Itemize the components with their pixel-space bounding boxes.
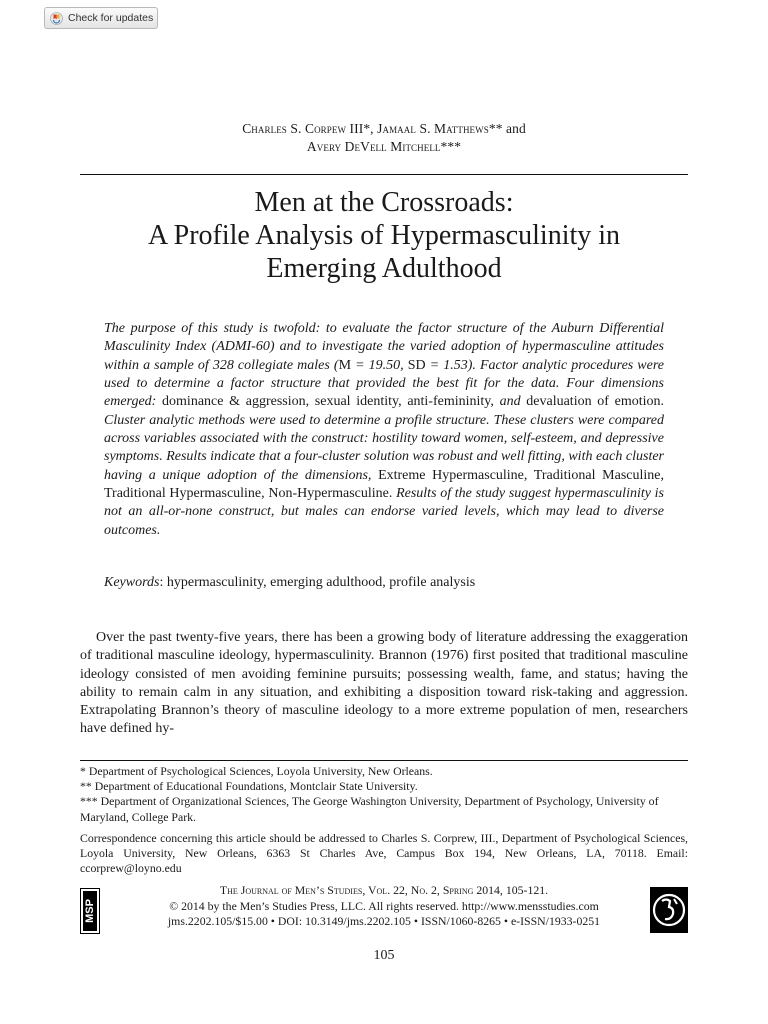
copyright-line: © 2014 by the Men’s Studies Press, LLC. All rights reserved. http://www.mensstudies.com [169, 898, 599, 913]
check-for-updates-button[interactable] [44, 7, 158, 29]
author-list [80, 120, 688, 156]
correspondence-note: Correspondence concerning this article should be addressed to Charles S. Corprew, III., Department of Psychological Sciences, Loyola University, New Orleans, 6363 St Charles Ave, Campus Box 194, New Orleans, LA, 70118. Email: ccorprew@loyno.edu [80, 830, 688, 876]
author-line-1: Charles S. Corpew III*, Jamaal S. Matthews** and [242, 121, 526, 136]
svg-text:MSP: MSP [83, 899, 96, 923]
footnote-2: ** Department of Educational Foundations, Montclair State University. [80, 779, 418, 794]
crossmark-icon [50, 12, 63, 25]
author-line-2: Avery DeVell Mitchell*** [306, 139, 462, 154]
title-rule [80, 174, 688, 175]
journal-citation: The Journal of Men’s Studies, Vol. 22, No. 2, Spring 2014, 105-121. [219, 883, 549, 897]
journal-logo [650, 887, 688, 933]
msp-logo [80, 888, 100, 934]
body-paragraph: Over the past twenty-five years, there has been a growing body of literature addressing the exaggeration of traditional masculine ideology, hypermasculinity. Brannon (1976) first posited that traditional masculine ideology consisted of men avoiding feminine pursuits; possessing wealth, fame, and status; having the ability to remain calm in any situation, and exhibiting a disposition toward risk-taking and aggression. Extrapolating Brannon’s theory of masculine ideology to a more extreme population of men, researchers have defined hy- [80, 630, 688, 737]
footnote-rule [80, 760, 688, 761]
check-for-updates-label: Check for updates [68, 12, 154, 24]
journal-info [130, 883, 638, 930]
keywords: Keywords: hypermasculinity, emerging adulthood, profile analysis [104, 575, 476, 590]
paper-title: Men at the Crossroads: A Profile Analysis of Hypermasculinity in Emerging Adulthood [147, 187, 621, 284]
footnote-1: * Department of Psychological Sciences, Loyola University, New Orleans. [80, 764, 433, 778]
doi-line: jms.2202.105/$15.00 • DOI: 10.3149/jms.2202.105 • ISSN/1060-8265 • e-ISSN/1933-0251 [167, 914, 601, 928]
abstract: The purpose of this study is twofold: to evaluate the factor structure of the Auburn Differential Masculinity Index (ADMI-60) and to investigate the varied adoption of hypermasculine attitudes within a sample of 328 collegiate males (M = 19.50, SD = 1.53). Factor analytic procedures were used to determine a factor structure that provided the best fit for the data. Four dimensions emerged: dominance & aggression, sexual identity, anti-femininity, and devaluation of emotion. Cluster analytic methods were used to determine a profile structure. These clusters were compared across variables associated with the construct: hostility toward women, self-esteem, and depressive symptoms. Results indicate that a four-cluster solution was robust and well fitting, with each cluster having a unique adoption of the dimensions, Extreme Hypermasculine, Traditional Masculine, Traditional Hypermasculine, Non-Hypermasculine. Results of the study suggest hypermasculinity is not an all-or-none construct, but males can endorse varied levels, which may lead to diverse outcomes. [104, 321, 665, 538]
footnote-3: *** Department of Organizational Sciences, The George Washington University, Department of Psychology, University of Maryland, College Park. [80, 794, 659, 824]
footnotes [80, 764, 688, 876]
page-number: 105 [373, 948, 395, 963]
